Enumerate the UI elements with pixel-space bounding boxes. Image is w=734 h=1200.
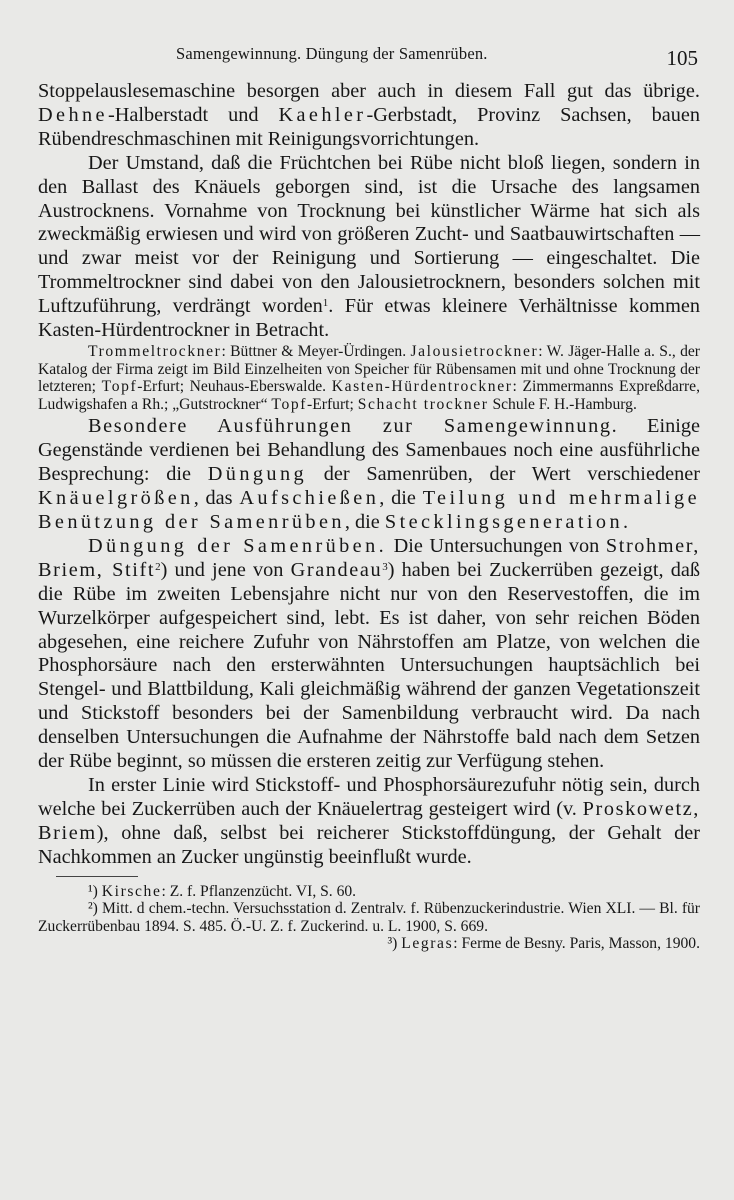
text-run: . (622, 510, 629, 533)
term: Knäuelgrößen (38, 487, 194, 510)
footnote-ref: 1 (322, 297, 329, 310)
footnote-mark: ¹) (88, 882, 98, 900)
text-run: Stoppelauslesemaschine besorgen aber auch in diesem Fall gut das übrige. (38, 80, 700, 102)
paragraph-duengung (38, 535, 700, 774)
text-run: : Büttner & Meyer-Ürdingen. (221, 342, 407, 360)
footnote-divider (56, 876, 138, 877)
person-name: Legras (401, 935, 454, 953)
paragraph-trocknung (38, 152, 700, 343)
text-run: , die (379, 487, 416, 510)
small-print-trockner (38, 343, 700, 415)
footnote-ref: 2 (155, 560, 161, 573)
person-name: Dehne (38, 103, 108, 126)
text-run: . Für etwas kleinere Verhältnisse kommen Kasten-Hürdentrockner in Betracht. (38, 295, 700, 342)
term: Teilung und mehrmalige Benützung der Samenrüben (38, 487, 700, 533)
term: Kasten-Hürdentrockner (331, 378, 513, 396)
paragraph-ausfuehrungen (38, 415, 700, 535)
person-name: Strohmer, Briem, Stift (38, 534, 700, 581)
footnote-3 (38, 935, 700, 953)
text-run: -Erfurt; Neuhaus-Eberswalde. (137, 378, 327, 396)
page-header (38, 44, 700, 80)
footnote-ref: 3 (382, 560, 388, 573)
text-run: : W. Jäger-Halle a. S., der Katalog der Firma zeigt im Bild Einzelheiten von Speicher für Rübensamen mit und ohne Trocknung der letzteren; (38, 342, 700, 396)
text-run: In erster Linie wird Stickstoff- und Phosphorsäurezufuhr nötig sein, durch welche bei Zuckerrüben auch der Knäuelertrag gesteigert wird (v. (38, 773, 700, 820)
section-heading: Besondere Ausführungen zur Samengewinnung. (88, 415, 619, 438)
text-run: -Halberstadt und (107, 103, 259, 126)
term: Düngung (207, 463, 308, 486)
term: Stecklingsgeneration (384, 510, 623, 533)
footnote-text: : Z. f. Pflanzenzücht. VI, S. 60. (161, 882, 357, 900)
text-run: Schule F. H.-Hamburg. (492, 395, 637, 413)
footnote-1 (38, 883, 700, 901)
footnote-mark: ³) (387, 935, 398, 953)
footnote-text: Mitt. d chem.-techn. Versuchsstation d. Zentralv. f. Rübenzuckerindustrie. Wien XLI. — Bl. für Zuckerrübenbau 1894. S. 485. Ö.-U. Z. f. Zuckerind. u. L. 1900, S. 669. (38, 900, 700, 935)
person-name: Proskowetz, Briem (38, 797, 700, 844)
running-head: Samengewinnung. Düngung der Samenrüben. (176, 44, 488, 63)
person-name: Grandeau (290, 558, 383, 581)
section-heading: Düngung der Samenrüben. (88, 534, 388, 557)
footnote-mark: ²) (88, 900, 98, 918)
text-run: ), ohne daß, selbst bei reicherer Stickstoffdüngung, der Gehalt der Nachkommen an Zucker ungünstig beeinflußt wurde. (38, 821, 700, 868)
term: Topf (101, 378, 138, 396)
text-run: -Gerbstadt, Provinz Sachsen, bauen Rübendreschmaschinen mit Reinigungsvorrichtungen. (38, 103, 700, 150)
person-name: Kaehler (278, 103, 367, 126)
person-name: Kirsche (101, 882, 162, 900)
footnotes (38, 883, 700, 953)
text-run: Der Umstand, daß die Früchtchen bei Rübe nicht bloß liegen, sondern in den Ballast des Knäuels geborgen sind, ist die Ursache des langsamen Austrocknens. Vornahme von Trocknung bei künstlicher Wärme hat sich als zweckmäßig erwiesen und wird von größeren Zucht- und Saatbauwirtschaften — und zwar meist vor der Reinigung und Sortierung — eingeschaltet. Die Trommeltrockner sind dabei von den Jalousietrocknern, besonders solchen mit Luftzuführung, verdrängt worden (38, 151, 700, 318)
term: Trommeltrockner (88, 342, 222, 360)
text-run: : Zimmermanns Expreßdarre, Ludwigshafen a Rh.; „Gutstrockner“ (38, 378, 700, 413)
term: Jalousietrockner (410, 342, 539, 360)
term: Topf (271, 395, 308, 413)
text-run: ) haben bei Zuckerrüben gezeigt, daß die Rübe im zweiten Lebensjahre nicht nur von den Reservestoffen, die im Wurzelkörper aufgespeichert sind, lebt. Es ist daher, von sehr reichen Böden abgesehen, eine reichere Zufuhr von Nährstoffen am Platze, von welchen die Phosphorsäure nach den ersterwähnten Untersuchungen hauptsächlich bei Stengel- und Blattbildung, Kali gleichmäßig während der ganzen Vegetationszeit und Stickstoff besonders bei der Samenbildung verbraucht wird. Da nach denselben Untersuchungen die Aufnahme der Nährstoffe bald nach dem Setzen der Rübe beginnt, so müssen die ersteren zeitig zur Verfügung stehen. (38, 558, 700, 773)
text-run: , das (193, 487, 233, 510)
paragraph-stoppelauslese (38, 80, 700, 152)
text-run: , die (344, 510, 380, 533)
term: Schacht trockner (357, 395, 489, 413)
text-run: Einige Gegenstände verdienen bei Behandlung des Samenbaues noch eine ausführliche Besprechung: die (38, 415, 700, 486)
text-run: der Samenrüben, der Wert verschiedener (307, 463, 700, 486)
text-run: Die Untersuchungen von (387, 534, 600, 557)
page-number: 105 (666, 46, 698, 70)
text-run: -Erfurt; (307, 395, 354, 413)
paragraph-stickstoff (38, 774, 700, 870)
text-run: ) und jene von (160, 558, 284, 581)
term: Aufschießen (239, 487, 380, 510)
footnote-text: : Ferme de Besny. Paris, Masson, 1900. (453, 935, 700, 953)
footnote-2 (38, 900, 700, 935)
